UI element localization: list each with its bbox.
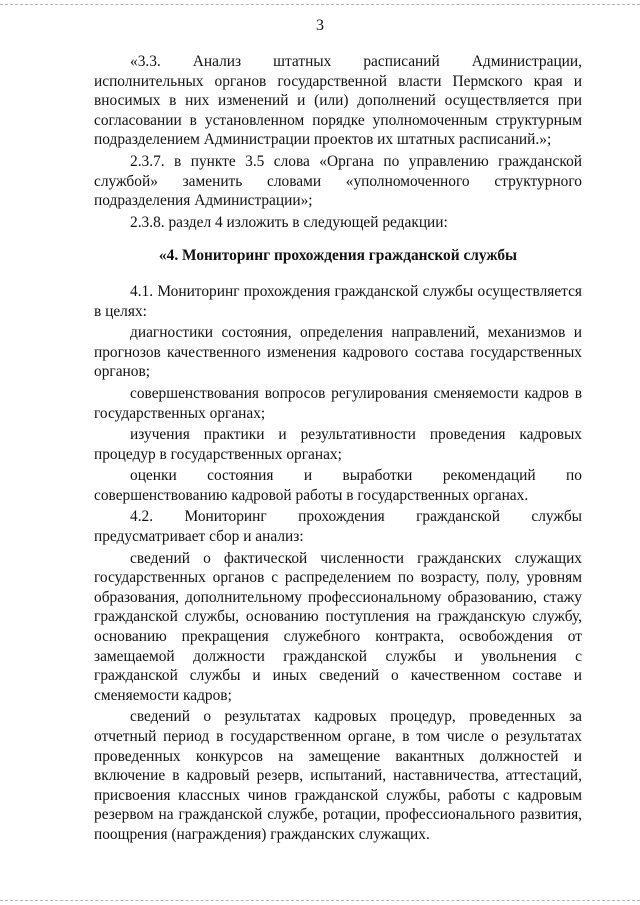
section-heading: «4. Мониторинг прохождения гражданской службы <box>158 247 518 265</box>
list-item-assessment: оценки состояния и выработки рекомендаций по совершенствованию кадровой работы в государственных органах. <box>94 467 582 504</box>
scan-edge-bottom <box>0 900 640 901</box>
list-item-procedures: сведений о результатах кадровых процедур, проведенных за отчетный период в государственном органе, в том числе о результатах проведенных конкурсов на замещение вакантных должностей и включение в кадровый резерв, испытаний, наставничества, аттестаций, присвоения классных чинов гражданской службы, работы с кадровым резервом на гражданской службе, ротации, профессионального развития, поощрения (награждения) гражданских служащих. <box>94 708 582 843</box>
paragraph-2-3-7: 2.3.7. в пункте 3.5 слова «Органа по управлению гражданской службой» заменить словами «уполномоченного структурного подразделения Администрации»; <box>94 152 582 210</box>
list-item-practice: изучения практики и результативности проведения кадровых процедур в государственных органах; <box>94 426 582 463</box>
paragraph-4-2: 4.2. Мониторинг прохождения гражданской службы предусматривает сбор и анализ: <box>94 508 582 546</box>
scan-edge-top <box>0 4 640 5</box>
paragraph-3-3: «3.3. Анализ штатных расписаний Администрации, исполнительных органов государственной власти Пермского края и вносимых в них изменений и (или) дополнений осуществляется при согласовании в установленном порядке уполномоченным структурным подразделением Администрации проектов их штатных расписаний.»; <box>94 53 582 149</box>
list-item-rotation: совершенствования вопросов регулирования сменяемости кадров в государственных органах; <box>94 384 582 422</box>
document-body <box>94 52 582 845</box>
list-item-headcount: сведений о фактической численности гражданских служащих государственных органов с распределением по возрасту, полу, уровням образования, дополнительному профессиональному образованию, стажу гражданской службы, основанию поступления на гражданскую службу, основанию прекращения служебного контракта, освобождения от замещаемой должности гражданской службы и увольнения с гражданской службы и иных сведений о качественном составе и сменяемости кадров; <box>94 549 582 704</box>
paragraph-2-3-8: 2.3.8. раздел 4 изложить в следующей редакции: <box>130 213 448 231</box>
list-item-diagnostics: диагностики состояния, определения направлений, механизмов и прогнозов качественного изменения кадрового состава государственных органов; <box>94 324 582 381</box>
page-number: 3 <box>316 17 324 34</box>
paragraph-4-1: 4.1. Мониторинг прохождения гражданской службы осуществляется в целях: <box>94 282 582 320</box>
